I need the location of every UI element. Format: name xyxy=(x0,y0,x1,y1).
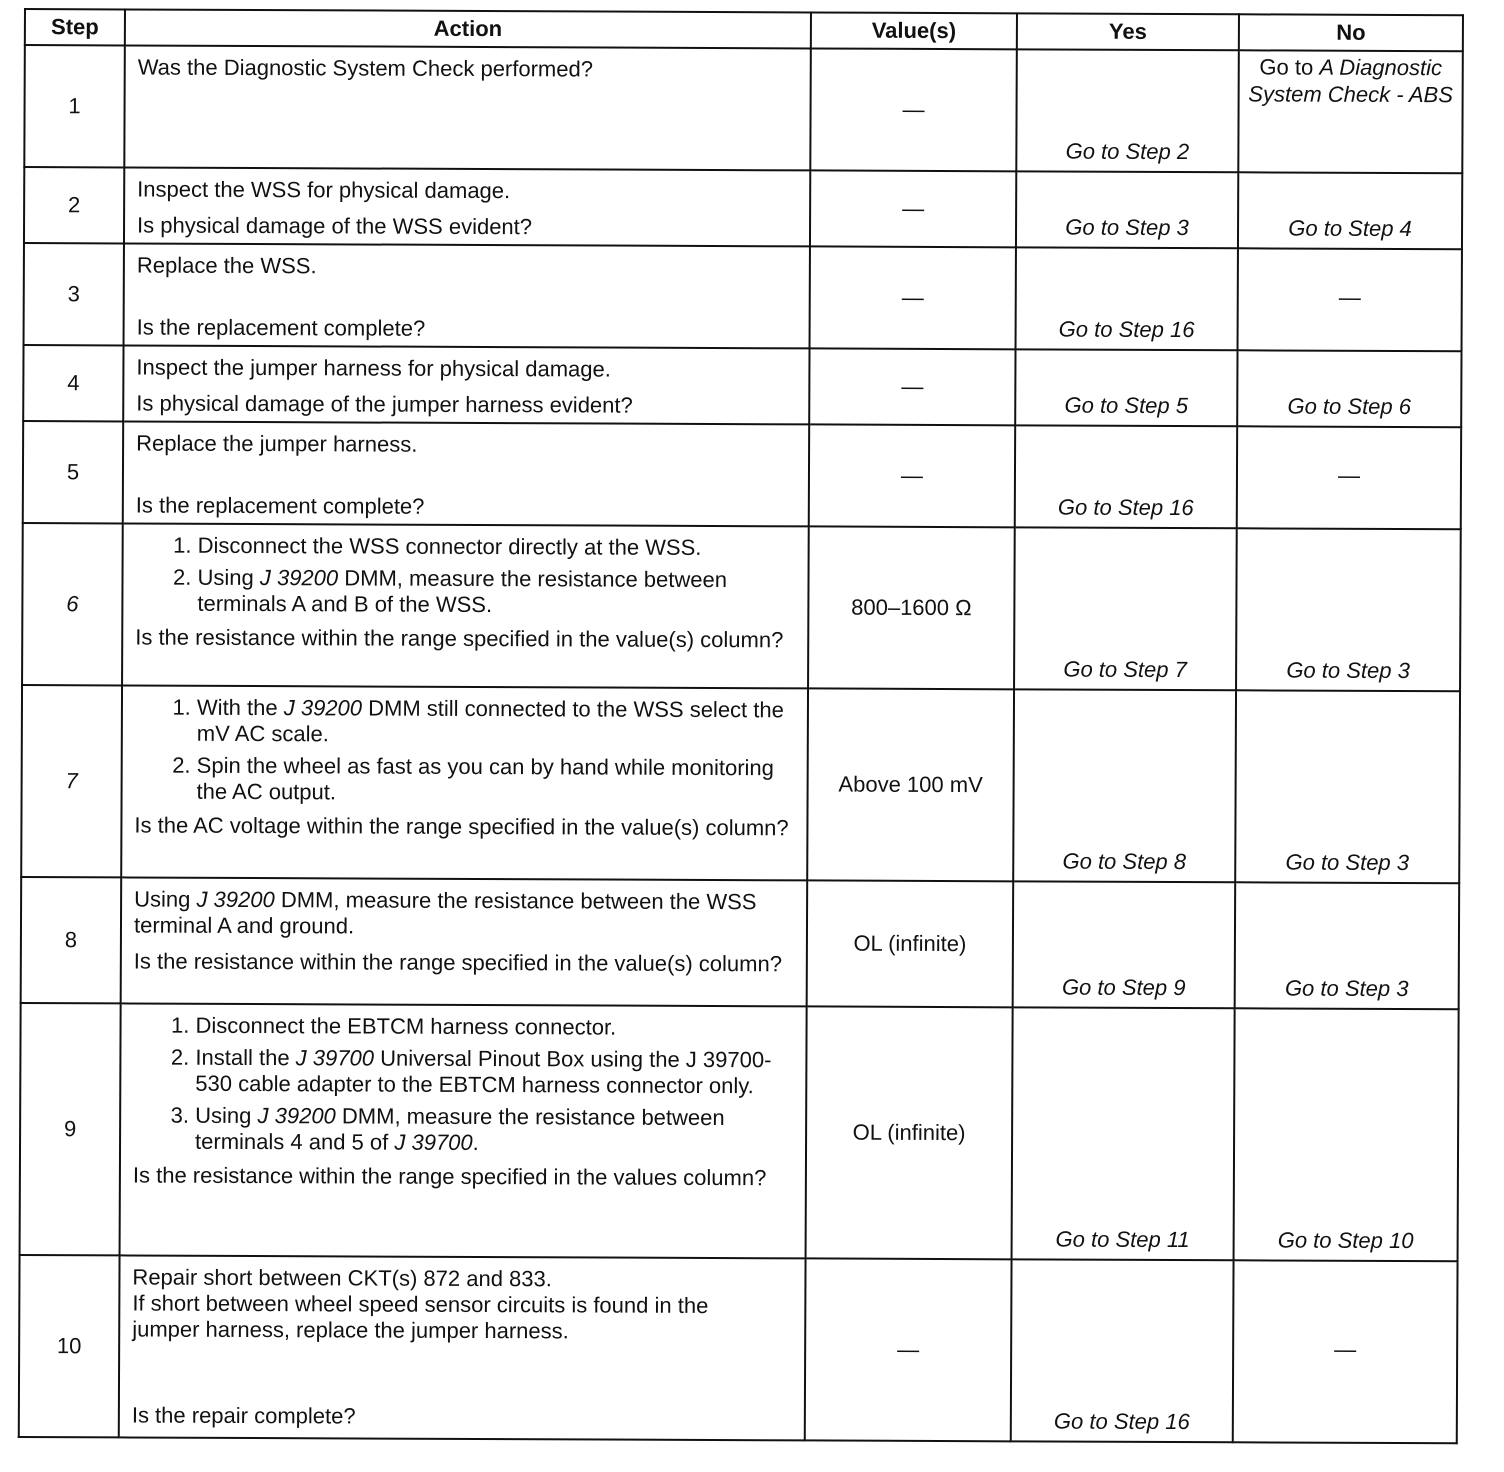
table-row xyxy=(23,421,1461,529)
header-row xyxy=(25,9,1463,51)
action-text: Repair short between CKT(s) 872 and 833. xyxy=(132,1264,552,1292)
value-cell: — xyxy=(809,348,1015,425)
action-text: Was the Diagnostic System Check performed? xyxy=(137,54,594,82)
table-row xyxy=(22,523,1461,691)
yes-cell: Go to Step 16 xyxy=(1015,425,1237,528)
action-question: Is the resistance within the range specified in the value(s) column? xyxy=(135,624,784,653)
table-row xyxy=(23,345,1461,427)
action-text: Inspect the jumper harness for physical damage. xyxy=(136,354,611,382)
step-number: 7 xyxy=(21,685,122,877)
table-row xyxy=(21,877,1460,1009)
value-cell: — xyxy=(810,246,1016,349)
no-cell: — xyxy=(1237,426,1461,529)
no-cell: Go to Step 6 xyxy=(1237,350,1461,427)
action-text: If short between wheel speed sensor circuits is found in the jumper harness, replace the jumper harness. xyxy=(132,1290,709,1344)
header-no: No xyxy=(1239,14,1463,51)
yes-cell: Go to Step 8 xyxy=(1013,689,1236,882)
action-step-1: 1. With the J 39200 DMM still connected to the WSS select the mV AC scale. xyxy=(197,695,797,750)
action-steps xyxy=(135,694,797,807)
tool-reference: J 39200 xyxy=(257,1103,336,1129)
yes-cell: Go to Step 16 xyxy=(1016,247,1238,350)
yes-cell: Go to Step 2 xyxy=(1016,49,1239,172)
no-cell xyxy=(1238,50,1463,173)
header-yes: Yes xyxy=(1017,13,1239,50)
action-cell xyxy=(121,685,808,880)
value-cell: OL (infinite) xyxy=(807,880,1014,1007)
yes-cell: Go to Step 3 xyxy=(1016,171,1238,248)
no-prefix: Go to xyxy=(1259,54,1320,80)
action-step-2: 2. Using J 39200 DMM, measure the resistance between terminals A and B of the WSS. xyxy=(197,565,797,620)
step-number: 8 xyxy=(21,877,122,1003)
value-cell: — xyxy=(805,1258,1012,1441)
action-step-2: 2. Install the J 39700 Universal Pinout Box using the J 39700-530 cable adapter to the EBTCM harness connector only. xyxy=(195,1045,795,1100)
action-step-1: 1. Disconnect the WSS connector directly at the WSS. xyxy=(198,533,798,562)
value-cell: OL (infinite) xyxy=(806,1006,1013,1259)
table-row xyxy=(21,685,1460,883)
action-question: Is the replacement complete? xyxy=(135,492,425,519)
header-step: Step xyxy=(25,9,125,45)
action-cell xyxy=(124,45,811,170)
action-question: Is the repair complete? xyxy=(131,1402,356,1429)
value-cell: — xyxy=(810,48,1017,171)
yes-cell: Go to Step 16 xyxy=(1011,1259,1234,1442)
step-number: 9 xyxy=(20,1003,121,1255)
action-cell xyxy=(123,421,809,526)
action-step-3: 3. Using J 39200 DMM, measure the resistance between terminals 4 and 5 of J 39700. xyxy=(195,1103,795,1158)
value-cell: Above 100 mV xyxy=(807,688,1014,881)
step-number: 10 xyxy=(19,1255,120,1437)
action-question: Is the resistance within the range specified in the values column? xyxy=(132,1162,767,1191)
no-cell: Go to Step 4 xyxy=(1238,172,1462,249)
header-values: Value(s) xyxy=(811,12,1017,49)
yes-cell: Go to Step 9 xyxy=(1013,881,1236,1008)
no-reference: A Diagnostic System Check - ABS xyxy=(1248,54,1453,108)
table-row xyxy=(20,1003,1459,1261)
action-steps xyxy=(133,1012,796,1157)
tool-reference: J 39200 xyxy=(283,695,363,721)
diagnostic-table xyxy=(18,8,1464,1444)
table-row xyxy=(24,45,1463,173)
tool-reference: J 39200 xyxy=(259,565,339,591)
step-number: 3 xyxy=(24,243,124,345)
action-step-1: 1. Disconnect the EBTCM harness connector. xyxy=(196,1013,796,1042)
no-cell: Go to Step 3 xyxy=(1236,528,1461,691)
yes-cell: Go to Step 5 xyxy=(1015,349,1237,426)
header-action: Action xyxy=(125,9,811,48)
action-question: Is physical damage of the jumper harness evident? xyxy=(136,390,633,418)
step-number: 4 xyxy=(23,345,123,421)
step-number: 5 xyxy=(23,421,123,523)
action-question: Is the replacement complete? xyxy=(136,314,426,341)
action-question: Is physical damage of the WSS evident? xyxy=(136,212,533,240)
action-text: Replace the jumper harness. xyxy=(136,430,418,457)
step-number: 2 xyxy=(24,167,124,243)
tool-reference: J 39700 xyxy=(295,1045,375,1071)
table-row xyxy=(19,1255,1458,1443)
action-text: Inspect the WSS for physical damage. xyxy=(137,176,511,204)
action-cell xyxy=(121,877,808,1006)
no-cell: — xyxy=(1233,1260,1458,1443)
step-number: 1 xyxy=(24,45,125,167)
action-steps xyxy=(135,532,797,619)
step-number: 6 xyxy=(22,523,123,685)
value-cell: — xyxy=(809,424,1015,527)
no-cell: Go to Step 10 xyxy=(1234,1008,1459,1261)
table-row xyxy=(24,243,1462,351)
action-text: Replace the WSS. xyxy=(136,252,317,279)
tool-reference: J 39200 xyxy=(196,886,275,913)
value-cell: 800–1600 Ω xyxy=(808,526,1015,689)
no-cell: — xyxy=(1238,248,1462,351)
table-row xyxy=(24,167,1462,249)
action-step-2: 2. Spin the wheel as fast as you can by hand while monitoring the AC output. xyxy=(197,753,797,808)
action-text: Using J 39200 DMM, measure the resistance between the WSS terminal A and ground. xyxy=(133,886,757,939)
action-cell xyxy=(119,1255,806,1440)
action-cell xyxy=(120,1003,807,1258)
action-cell xyxy=(124,167,810,246)
yes-cell: Go to Step 11 xyxy=(1012,1007,1235,1260)
yes-cell: Go to Step 7 xyxy=(1014,527,1237,690)
value-cell: — xyxy=(810,170,1016,247)
no-cell: Go to Step 3 xyxy=(1235,882,1460,1009)
action-question: Is the AC voltage within the range specified in the value(s) column? xyxy=(134,812,789,841)
no-cell: Go to Step 3 xyxy=(1235,690,1460,883)
action-question: Is the resistance within the range specified in the value(s) column? xyxy=(133,948,783,977)
action-cell xyxy=(123,345,809,424)
action-cell xyxy=(122,523,809,688)
tool-reference: J 39700 xyxy=(394,1129,473,1155)
action-cell xyxy=(124,243,810,348)
